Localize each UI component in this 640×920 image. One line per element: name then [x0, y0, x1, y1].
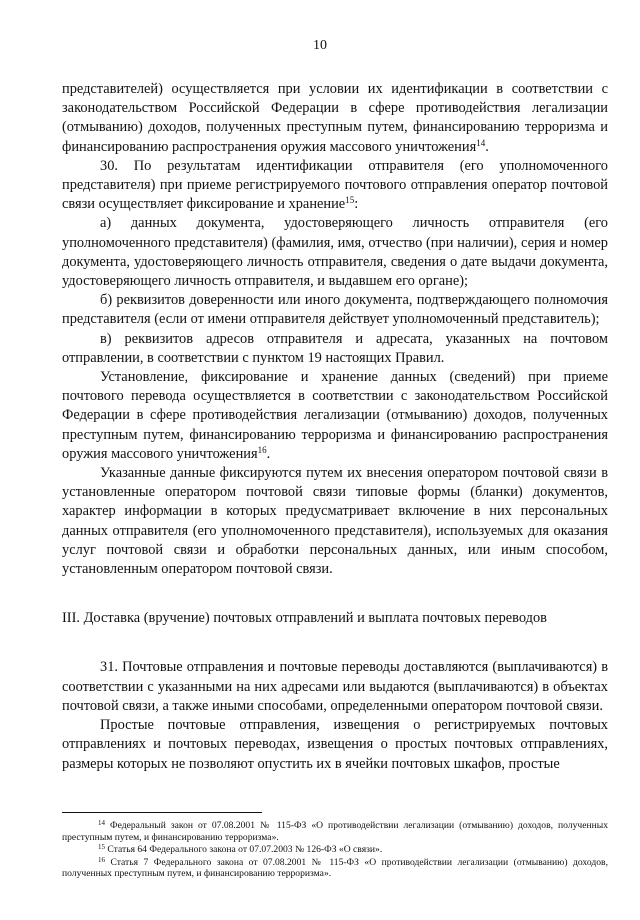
footnotes — [62, 820, 608, 881]
punctuation: . — [266, 445, 271, 462]
punctuation: : — [354, 196, 359, 213]
punctuation: . — [485, 138, 489, 155]
footnote-text: Статья 64 Федерального закона от 07.07.2003 № 126-ФЗ «О связи». — [107, 844, 383, 856]
footnote-number: 16 — [98, 855, 105, 864]
footnote-text: Статья 7 Федерального закона от 07.08.2001 № 115-ФЗ «О противодействии легализации (отмыванию) доходов, полученных преступным путем, и финансированию терроризма». — [62, 856, 608, 880]
footnote-ref-16: 16 — [257, 444, 267, 455]
footnote-15 — [62, 844, 608, 856]
subitem-b: б) реквизитов доверенности или иного документа, подтверждающего полномочия представителя (если от имени отправителя действует уполномоченный представитель); — [62, 292, 608, 328]
footnote-ref-14: 14 — [476, 137, 486, 148]
paragraph-item-30 — [62, 157, 608, 215]
footnote-14 — [62, 820, 608, 843]
footnote-text: Федеральный закон от 07.08.2001 № 115-ФЗ «О противодействии легализации (отмыванию) доходов, полученных преступным путем, и финансированию терроризма». — [62, 820, 608, 843]
paragraph-text: представителей) осуществляется при условии их идентификации в соответствии с законодательством Российской Федерации в сфере противодействия легализации (отмыванию) доходов, полученных преступным путем, финансированию терроризма и финансированию распространения оружия массового уничтожения — [62, 81, 608, 155]
subitem-v: в) реквизитов адресов отправителя и адресата, указанных на почтовом отправлении, в соответствии с пунктом 19 настоящих Правил. — [62, 330, 608, 366]
paragraph-1 — [62, 80, 608, 157]
body-text — [62, 80, 608, 774]
paragraph-simple-items: Простые почтовые отправления, извещения о регистрируемых почтовых отправлениях и почтовых переводах, извещения о простых почтовых отправлениях, размеры которых не позволяют опустить их в ячейки почтовых шкафов, простые — [62, 717, 608, 772]
footnote-divider — [62, 812, 262, 813]
paragraph-item-31: 31. Почтовые отправления и почтовые переводы доставляются (выплачиваются) в соответствии с указанными на них адресами или выдаются (выплачиваются) в объектах почтовой связи, а также иными способами, определенными оператором почтовой связи. — [62, 659, 608, 714]
paragraph-transfer-data — [62, 368, 608, 464]
paragraph-recorded-data: Указанные данные фиксируются путем их внесения оператором почтовой связи в установленные оператором почтовой связи типовые формы (бланки) документов, характер информации в которых предусматривает включение в них персональных данных отправителя (его уполномоченного представителя), используемых для оказания услуг почтовой связи и обработки персональных данных, или иным способом, установленным оператором почтовой связи. — [62, 465, 608, 578]
footnote-number: 15 — [98, 843, 105, 852]
footnote-16 — [62, 857, 608, 880]
section-heading: III. Доставка (вручение) почтовых отправлений и выплата почтовых переводов — [62, 610, 547, 627]
paragraph-text: 30. По результатам идентификации отправителя (его уполномоченного представителя) при приеме регистрируемого почтового отправления оператор почтовой связи осуществляет фиксирование и хранение — [62, 157, 608, 213]
footnote-number: 14 — [98, 819, 105, 827]
page-number: 10 — [313, 38, 327, 53]
footnote-ref-15: 15 — [345, 195, 355, 206]
subitem-a: а) данных документа, удостоверяющего личность отправителя (его уполномоченного представителя) (фамилия, имя, отчество (при наличии), серия и номер документа, удостоверяющего личность отправителя, сведения о дате выдачи документа, удостоверяющего личность отправителя, и выдавшем его органе); — [62, 215, 608, 290]
paragraph-text: Установление, фиксирование и хранение данных (сведений) при приеме почтового перевода осуществляется в соответствии с законодательством Российской Федерации в сфере противодействия легализации (отмыванию) доходов, полученных преступным путем, финансированию терроризма и финансированию распространения оружия массового уничтожения — [62, 369, 608, 462]
